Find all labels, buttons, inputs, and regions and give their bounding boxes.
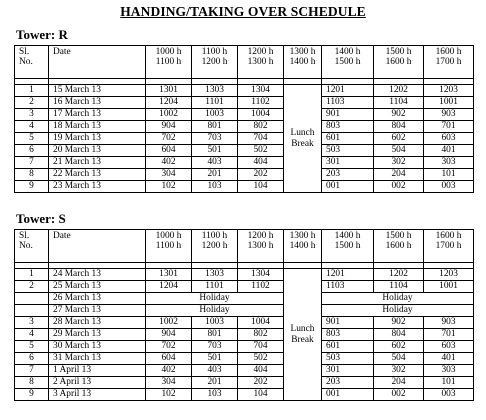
tower-s-schedule-table	[14, 229, 474, 401]
header-slot-1100-line-2: 1200 h	[201, 240, 228, 251]
cell-slot-value: 902	[374, 109, 424, 121]
cell-date: 27 March 13	[49, 305, 146, 317]
cell-slot-value: 202	[238, 169, 284, 181]
cell-slot-value: 1103	[322, 97, 374, 109]
tower-r-heading: Tower: R	[16, 27, 68, 42]
cell-slot-value: 803	[322, 329, 374, 341]
header-slot-1500-line-2: 1600 h	[385, 240, 412, 251]
cell-slot-value: 204	[374, 377, 424, 389]
cell-slot-value: 802	[238, 121, 284, 133]
cell-date: 25 March 13	[49, 281, 146, 293]
cell-slot-value: 1304	[238, 85, 284, 97]
cell-slot-value: 604	[146, 353, 192, 365]
table-row	[15, 317, 474, 329]
table-row	[15, 109, 474, 121]
cell-slot-value: 104	[238, 389, 284, 401]
header-slot-1600-line-2: 1700 h	[435, 240, 462, 251]
cell-slot-value: 1304	[238, 269, 284, 281]
tower-s-heading: Tower: S	[16, 211, 66, 226]
cell-slot-value: 102	[146, 389, 192, 401]
cell-slot-value: 102	[146, 181, 192, 193]
header-slot-1100	[192, 230, 238, 263]
cell-slot-value: 202	[238, 377, 284, 389]
cell-slot-value: 204	[374, 169, 424, 181]
cell-slot-value: 801	[192, 329, 238, 341]
cell-date: 20 March 13	[49, 145, 146, 157]
cell-slot-value: 001	[322, 181, 374, 193]
cell-sl-no: 3	[15, 109, 49, 121]
cell-date: 15 March 13	[49, 85, 146, 97]
header-slot-1400-line-1: 1400 h	[334, 47, 361, 57]
cell-slot-value: 201	[192, 377, 238, 389]
page-title: HANDING/TAKING OVER SCHEDULE	[120, 4, 366, 19]
cell-slot-value: 203	[322, 377, 374, 389]
cell-slot-value: 704	[238, 133, 284, 145]
cell-slot-value: 1101	[192, 281, 238, 293]
cell-slot-value: 003	[424, 181, 474, 193]
cell-slot-value: 1002	[146, 109, 192, 121]
cell-slot-value: 104	[238, 181, 284, 193]
cell-slot-value: 003	[424, 389, 474, 401]
cell-sl-no: 4	[15, 121, 49, 133]
cell-slot-value: 701	[424, 329, 474, 341]
cell-slot-value: 602	[374, 133, 424, 145]
table-row	[15, 389, 474, 401]
cell-slot-value: 1201	[322, 269, 374, 281]
cell-slot-value: 1203	[424, 269, 474, 281]
cell-holiday-afternoon: Holiday	[322, 293, 474, 305]
cell-sl-no: 6	[15, 145, 49, 157]
cell-slot-value: 402	[146, 365, 192, 377]
cell-slot-value: 904	[146, 329, 192, 341]
cell-slot-value: 1004	[238, 317, 284, 329]
cell-slot-value: 304	[146, 377, 192, 389]
header-slot-1100	[192, 46, 238, 79]
cell-slot-value: 804	[374, 329, 424, 341]
lunch-break-label-line-2: Break	[291, 334, 314, 345]
table-row	[15, 145, 474, 157]
cell-slot-value: 101	[424, 377, 474, 389]
cell-slot-value: 903	[424, 317, 474, 329]
cell-slot-value: 1303	[192, 269, 238, 281]
cell-slot-value: 403	[192, 365, 238, 377]
cell-slot-value: 802	[238, 329, 284, 341]
cell-date: 2 April 13	[49, 377, 146, 389]
cell-holiday-morning: Holiday	[146, 305, 284, 317]
lunch-break-label-line-2: Break	[291, 138, 314, 149]
cell-slot-value: 503	[322, 353, 374, 365]
header-slot-1000	[146, 230, 192, 263]
cell-sl-no: 8	[15, 169, 49, 181]
cell-date: 21 March 13	[49, 157, 146, 169]
cell-slot-value: 303	[424, 157, 474, 169]
table-row	[15, 341, 474, 353]
cell-slot-value: 203	[322, 169, 374, 181]
cell-date: 18 March 13	[49, 121, 146, 133]
header-sl-no-line-1: Sl.	[19, 47, 30, 57]
cell-slot-value: 1003	[192, 317, 238, 329]
cell-slot-value: 1202	[374, 269, 424, 281]
cell-slot-value: 604	[146, 145, 192, 157]
table-row	[15, 305, 474, 317]
cell-sl-no: 7	[15, 157, 49, 169]
header-slot-1600	[424, 46, 474, 79]
cell-date: 16 March 13	[49, 97, 146, 109]
table-row	[15, 377, 474, 389]
header-slot-1400-line-2: 1500 h	[334, 56, 361, 67]
table-row	[15, 329, 474, 341]
header-slot-1500-line-1: 1500 h	[385, 47, 412, 57]
header-slot-1600-line-2: 1700 h	[435, 56, 462, 67]
cell-slot-value: 002	[374, 181, 424, 193]
cell-sl-no: 6	[15, 353, 49, 365]
cell-sl-no: 2	[15, 97, 49, 109]
header-slot-1500	[374, 46, 424, 79]
header-slot-1200-line-1: 1200 h	[247, 231, 274, 241]
cell-sl-no: 5	[15, 133, 49, 145]
header-slot-1300	[284, 230, 322, 263]
cell-date: 22 March 13	[49, 169, 146, 181]
header-slot-1500	[374, 230, 424, 263]
cell-date: 3 April 13	[49, 389, 146, 401]
table-row	[15, 157, 474, 169]
cell-slot-value: 504	[374, 353, 424, 365]
cell-sl-no: 4	[15, 329, 49, 341]
header-slot-1000-line-2: 1100 h	[155, 56, 182, 67]
cell-slot-value: 103	[192, 389, 238, 401]
cell-slot-value: 804	[374, 121, 424, 133]
cell-sl-no: 9	[15, 181, 49, 193]
cell-slot-value: 1103	[322, 281, 374, 293]
cell-slot-value: 1001	[424, 97, 474, 109]
header-slot-1400-line-2: 1500 h	[334, 240, 361, 251]
header-slot-1400	[322, 230, 374, 263]
cell-sl-no: 1	[15, 85, 49, 97]
lunch-break-label-line-1: Lunch	[290, 127, 315, 138]
cell-lunch-break	[284, 85, 322, 193]
table-row	[15, 281, 474, 293]
cell-slot-value: 501	[192, 145, 238, 157]
header-slot-1300-line-1: 1300 h	[289, 47, 316, 57]
header-slot-1500-line-1: 1500 h	[385, 231, 412, 241]
cell-slot-value: 1303	[192, 85, 238, 97]
header-date: Date	[49, 230, 146, 263]
table-row	[15, 181, 474, 193]
cell-sl-no: 7	[15, 365, 49, 377]
cell-slot-value: 404	[238, 157, 284, 169]
table-row	[15, 85, 474, 97]
cell-slot-value: 401	[424, 145, 474, 157]
cell-slot-value: 1003	[192, 109, 238, 121]
table-row	[15, 365, 474, 377]
header-slot-1400-line-1: 1400 h	[334, 231, 361, 241]
cell-slot-value: 301	[322, 157, 374, 169]
cell-date: 26 March 13	[49, 293, 146, 305]
header-slot-1100-line-2: 1200 h	[201, 56, 228, 67]
table-row	[15, 353, 474, 365]
cell-slot-value: 002	[374, 389, 424, 401]
header-slot-1400	[322, 46, 374, 79]
cell-slot-value: 1004	[238, 109, 284, 121]
header-slot-1000-line-2: 1100 h	[155, 240, 182, 251]
cell-slot-value: 1101	[192, 97, 238, 109]
table-row	[15, 133, 474, 145]
tower-r-schedule-table	[14, 45, 474, 193]
cell-slot-value: 103	[192, 181, 238, 193]
cell-date: 1 April 13	[49, 365, 146, 377]
header-slot-1000	[146, 46, 192, 79]
cell-slot-value: 602	[374, 341, 424, 353]
table-row	[15, 97, 474, 109]
cell-slot-value: 601	[322, 341, 374, 353]
cell-slot-value: 603	[424, 341, 474, 353]
cell-slot-value: 302	[374, 157, 424, 169]
header-slot-1600	[424, 230, 474, 263]
header-row	[15, 230, 474, 263]
cell-slot-value: 1104	[374, 281, 424, 293]
cell-date: 17 March 13	[49, 109, 146, 121]
cell-slot-value: 902	[374, 317, 424, 329]
cell-sl-no	[15, 293, 49, 305]
cell-sl-no: 3	[15, 317, 49, 329]
cell-slot-value: 1102	[238, 97, 284, 109]
header-slot-1300-line-2: 1400 h	[289, 240, 316, 251]
cell-slot-value: 1102	[238, 281, 284, 293]
cell-sl-no	[15, 305, 49, 317]
cell-slot-value: 304	[146, 169, 192, 181]
cell-slot-value: 301	[322, 365, 374, 377]
cell-slot-value: 401	[424, 353, 474, 365]
header-slot-1200-line-1: 1200 h	[247, 47, 274, 57]
cell-holiday-morning: Holiday	[146, 293, 284, 305]
cell-sl-no: 2	[15, 281, 49, 293]
cell-slot-value: 1002	[146, 317, 192, 329]
cell-slot-value: 303	[424, 365, 474, 377]
cell-date: 19 March 13	[49, 133, 146, 145]
cell-slot-value: 502	[238, 353, 284, 365]
header-slot-1300	[284, 46, 322, 79]
header-sl-no	[15, 230, 49, 263]
cell-slot-value: 1301	[146, 85, 192, 97]
header-sl-no-line-2: No.	[19, 56, 33, 67]
table-row	[15, 121, 474, 133]
cell-slot-value: 702	[146, 133, 192, 145]
cell-slot-value: 704	[238, 341, 284, 353]
header-slot-1200	[238, 46, 284, 79]
cell-sl-no: 5	[15, 341, 49, 353]
header-slot-1200-line-2: 1300 h	[247, 240, 274, 251]
header-slot-1300-line-2: 1400 h	[289, 56, 316, 67]
cell-slot-value: 501	[192, 353, 238, 365]
cell-date: 23 March 13	[49, 181, 146, 193]
cell-slot-value: 1204	[146, 281, 192, 293]
cell-slot-value: 703	[192, 133, 238, 145]
cell-slot-value: 1204	[146, 97, 192, 109]
cell-date: 31 March 13	[49, 353, 146, 365]
header-slot-1200-line-2: 1300 h	[247, 56, 274, 67]
cell-date: 30 March 13	[49, 341, 146, 353]
table-row	[15, 169, 474, 181]
cell-sl-no: 1	[15, 269, 49, 281]
cell-slot-value: 901	[322, 109, 374, 121]
cell-date: 28 March 13	[49, 317, 146, 329]
cell-lunch-break	[284, 269, 322, 401]
cell-slot-value: 803	[322, 121, 374, 133]
header-sl-no	[15, 46, 49, 79]
cell-holiday-afternoon: Holiday	[322, 305, 474, 317]
cell-slot-value: 201	[192, 169, 238, 181]
cell-slot-value: 801	[192, 121, 238, 133]
cell-slot-value: 901	[322, 317, 374, 329]
cell-sl-no: 8	[15, 377, 49, 389]
cell-slot-value: 1301	[146, 269, 192, 281]
header-slot-1500-line-2: 1600 h	[385, 56, 412, 67]
cell-slot-value: 702	[146, 341, 192, 353]
cell-slot-value: 1202	[374, 85, 424, 97]
cell-date: 29 March 13	[49, 329, 146, 341]
cell-date: 24 March 13	[49, 269, 146, 281]
cell-slot-value: 302	[374, 365, 424, 377]
cell-slot-value: 404	[238, 365, 284, 377]
cell-slot-value: 101	[424, 169, 474, 181]
table-row	[15, 293, 474, 305]
cell-slot-value: 402	[146, 157, 192, 169]
header-row	[15, 46, 474, 79]
cell-slot-value: 903	[424, 109, 474, 121]
header-slot-1100-line-1: 1100 h	[201, 231, 228, 241]
header-slot-1000-line-1: 1000 h	[155, 231, 182, 241]
cell-slot-value: 502	[238, 145, 284, 157]
cell-slot-value: 703	[192, 341, 238, 353]
header-sl-no-line-2: No.	[19, 240, 33, 251]
cell-slot-value: 403	[192, 157, 238, 169]
header-slot-1000-line-1: 1000 h	[155, 47, 182, 57]
cell-slot-value: 904	[146, 121, 192, 133]
table-row	[15, 269, 474, 281]
cell-slot-value: 001	[322, 389, 374, 401]
cell-slot-value: 1203	[424, 85, 474, 97]
lunch-break-label-line-1: Lunch	[290, 323, 315, 334]
cell-slot-value: 603	[424, 133, 474, 145]
cell-slot-value: 503	[322, 145, 374, 157]
cell-slot-value: 601	[322, 133, 374, 145]
cell-slot-value: 701	[424, 121, 474, 133]
cell-slot-value: 504	[374, 145, 424, 157]
header-sl-no-line-1: Sl.	[19, 231, 30, 241]
header-slot-1300-line-1: 1300 h	[289, 231, 316, 241]
cell-slot-value: 1001	[424, 281, 474, 293]
header-slot-1100-line-1: 1100 h	[201, 47, 228, 57]
header-date: Date	[49, 46, 146, 79]
cell-slot-value: 1201	[322, 85, 374, 97]
header-slot-1600-line-1: 1600 h	[435, 47, 462, 57]
header-slot-1600-line-1: 1600 h	[435, 231, 462, 241]
cell-slot-value: 1104	[374, 97, 424, 109]
header-slot-1200	[238, 230, 284, 263]
cell-sl-no: 9	[15, 389, 49, 401]
